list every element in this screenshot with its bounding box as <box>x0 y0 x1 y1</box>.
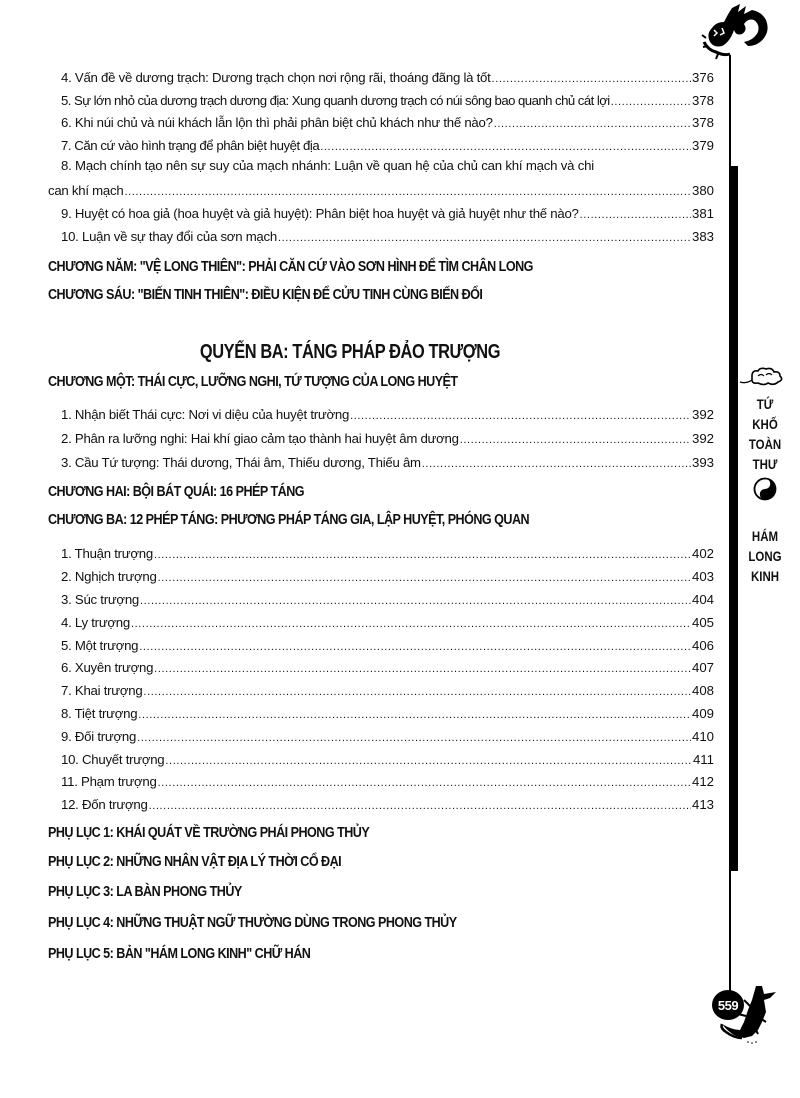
leader-dots <box>124 185 691 199</box>
toc-entry[interactable] <box>61 427 714 447</box>
toc-entry[interactable] <box>61 89 714 109</box>
appendix-heading[interactable]: PHỤ LỤC 1: KHÁI QUÁT VỀ TRƯỜNG PHÁI PHONG THỦY <box>48 825 370 841</box>
chapter-heading[interactable]: CHƯƠNG SÁU: "BIẾN TINH THIÊN": ĐIỀU KIỆN ĐỂ CỬU TINH CÙNG BIẾN ĐỔI <box>48 287 483 303</box>
toc-entry[interactable] <box>61 793 714 813</box>
leader-dots <box>139 640 691 654</box>
toc-entry-title: 4. Ly trượng <box>61 615 130 630</box>
toc-entry[interactable] <box>61 134 714 154</box>
toc-entry-page: 381 <box>691 206 714 221</box>
toc-entry-page: 403 <box>691 569 714 584</box>
toc-entry-page: 407 <box>691 660 714 675</box>
margin-rule-bottom <box>729 870 731 992</box>
toc-entry-title: 5. Một trượng <box>61 638 139 653</box>
series-title-line: TOÀN <box>748 436 782 452</box>
toc-entry-page: 409 <box>691 706 714 721</box>
leader-dots <box>154 548 691 562</box>
chapter-heading[interactable]: CHƯƠNG HAI: BỘI BÁT QUÁI: 16 PHÉP TÁNG <box>48 484 305 500</box>
leader-dots <box>350 409 691 423</box>
toc-entry-page: 383 <box>691 229 714 244</box>
toc-entry-page: 404 <box>691 592 714 607</box>
leader-dots <box>580 208 691 222</box>
leader-dots <box>158 571 691 585</box>
chapter-heading[interactable]: CHƯƠNG BA: 12 PHÉP TÁNG: PHƯƠNG PHÁP TÁNG GIA, LẬP HUYỆT, PHÓNG QUAN <box>48 512 530 528</box>
toc-entry-page: 378 <box>691 115 714 130</box>
appendix-heading[interactable]: PHỤ LỤC 3: LA BÀN PHONG THỦY <box>48 884 242 900</box>
toc-entry-page: 393 <box>691 455 714 470</box>
toc-entry-title: 4. Vấn đề về dương trạch: Dương trạch chọn nơi rộng rãi, thoáng đãng là tốt <box>61 70 491 85</box>
dragon-icon <box>700 2 790 64</box>
toc-entry[interactable] <box>61 542 714 562</box>
yin-yang-icon <box>753 477 777 501</box>
toc-entry-title: 1. Nhận biết Thái cực: Nơi vi diệu của huyệt trường <box>61 407 350 422</box>
leader-dots <box>149 799 691 813</box>
appendix-heading[interactable]: PHỤ LỤC 5: BẢN "HÁM LONG KINH" CHỮ HÁN <box>48 946 311 962</box>
toc-entry[interactable] <box>61 451 714 471</box>
toc-entry[interactable] <box>61 679 714 699</box>
appendix-heading[interactable]: PHỤ LỤC 2: NHỮNG NHÂN VẬT ĐỊA LÝ THỜI CỔ ĐẠI <box>48 854 342 870</box>
toc-entry-page: 392 <box>691 431 714 446</box>
cloud-icon <box>738 366 790 390</box>
leader-dots <box>278 231 691 245</box>
toc-entry[interactable] <box>61 702 714 722</box>
leader-dots <box>422 457 691 471</box>
toc-entry-title: 7. Căn cứ vào hình trạng để phân biệt huyệt địa <box>61 138 320 153</box>
leader-dots <box>165 754 692 768</box>
book-title-line: HÁM <box>751 528 779 544</box>
toc-entry-title: 1. Thuận trượng <box>61 546 153 561</box>
toc-entry-title: 9. Đối trượng <box>61 729 137 744</box>
toc-entry-title: 10. Luận về sự thay đổi của sơn mạch <box>61 229 277 244</box>
leader-dots <box>492 72 691 86</box>
leader-dots <box>158 776 691 790</box>
toc-entry-title: 8. Tiệt trượng <box>61 706 138 721</box>
chapter-heading[interactable]: CHƯƠNG MỘT: THÁI CỰC, LƯỠNG NGHI, TỨ TƯỢNG CỦA LONG HUYỆT <box>48 374 458 390</box>
toc-entry-title: 5. Sự lớn nhỏ của dương trạch dương địa: Xung quanh dương trạch có núi sông bao quanh chủ cát lợi <box>61 93 610 108</box>
toc-entry[interactable] <box>48 179 714 199</box>
leader-dots <box>320 140 691 154</box>
toc-entry-title: 3. Cầu Tứ tượng: Thái dương, Thái âm, Thiếu dương, Thiếu âm <box>61 455 421 470</box>
book-title-line: LONG <box>748 548 782 564</box>
warrior-icon <box>718 982 784 1046</box>
toc-entry-title: 6. Khi núi chủ và núi khách lẫn lộn thì phải phân biệt chủ khách như thế nào? <box>61 115 493 130</box>
toc-entry-title: 6. Xuyên trượng <box>61 660 154 675</box>
toc-entry-page: 379 <box>691 138 714 153</box>
toc-entry-page: 413 <box>691 797 714 812</box>
toc-entry-title: 11. Phạm trượng <box>61 774 157 789</box>
toc-entry-page: 411 <box>692 752 714 767</box>
leader-dots <box>154 662 691 676</box>
series-title-line: THƯ <box>752 456 778 472</box>
series-title-line: TỨ <box>756 396 774 412</box>
toc-entry-page: 412 <box>691 774 714 789</box>
leader-dots <box>140 594 691 608</box>
toc-entry-title: 2. Nghịch trượng <box>61 569 157 584</box>
leader-dots <box>137 731 691 745</box>
toc-entry[interactable] <box>61 611 714 631</box>
toc-entry-page: 408 <box>691 683 714 698</box>
toc-entry-page: 392 <box>691 407 714 422</box>
toc-entry[interactable] <box>61 66 714 86</box>
chapter-heading[interactable]: CHƯƠNG NĂM: "VỆ LONG THIÊN": PHẢI CĂN CỨ VÀO SƠN HÌNH ĐỂ TÌM CHÂN LONG <box>48 259 533 275</box>
toc-entry-title: 3. Súc trượng <box>61 592 139 607</box>
leader-dots <box>611 95 691 109</box>
leader-dots <box>494 117 691 131</box>
toc-entry[interactable] <box>61 565 714 585</box>
margin-bar <box>729 166 738 871</box>
series-title-line: KHỐ <box>752 416 778 432</box>
toc-entry-title: 7. Khai trượng <box>61 683 143 698</box>
leader-dots <box>143 685 691 699</box>
toc-entry[interactable] <box>61 725 714 745</box>
toc-entry-title-line2: can khí mạch <box>48 183 124 198</box>
page-number: 559 <box>712 990 744 1020</box>
leader-dots <box>460 433 691 447</box>
toc-entry[interactable] <box>61 748 714 768</box>
toc-entry-title: 10. Chuyết trượng <box>61 752 165 767</box>
toc-entry[interactable] <box>61 111 714 131</box>
book-title: QUYỂN BA: TÁNG PHÁP ĐẢO TRƯỢNG <box>199 341 501 363</box>
toc-entry-page: 380 <box>691 183 714 198</box>
toc-entry-page: 406 <box>691 638 714 653</box>
leader-dots <box>131 617 691 631</box>
toc-entry[interactable] <box>61 403 714 423</box>
toc-entry-title: 2. Phân ra lưỡng nghi: Hai khí giao cảm tạo thành hai huyệt âm dương <box>61 431 459 446</box>
toc-entry[interactable] <box>61 225 714 245</box>
toc-entry-title: 9. Huyệt có hoa giả (hoa huyệt và giả huyệt): Phân biệt hoa huyệt và giả huyệt như thế nào? <box>61 206 579 221</box>
toc-entry-page: 378 <box>691 93 714 108</box>
toc-entry[interactable] <box>61 656 714 676</box>
toc-entry[interactable] <box>61 588 714 608</box>
margin-rule-top <box>729 55 731 167</box>
toc-entry-title-line1[interactable]: 8. Mạch chính tạo nên sự suy của mạch nhánh: Luận về quan hệ của chủ can khí mạch và chi <box>61 158 594 173</box>
toc-entry[interactable] <box>61 770 714 790</box>
toc-entry-page: 376 <box>691 70 714 85</box>
leader-dots <box>138 708 691 722</box>
toc-entry-title: 12. Đốn trượng <box>61 797 148 812</box>
toc-entry-page: 405 <box>691 615 714 630</box>
toc-entry[interactable] <box>61 634 714 654</box>
toc-entry[interactable] <box>61 202 714 222</box>
toc-entry-page: 402 <box>691 546 714 561</box>
toc-entry-page: 410 <box>691 729 714 744</box>
appendix-heading[interactable]: PHỤ LỤC 4: NHỮNG THUẬT NGỮ THƯỜNG DÙNG TRONG PHONG THỦY <box>48 915 457 931</box>
book-title-line: KINH <box>750 568 780 584</box>
